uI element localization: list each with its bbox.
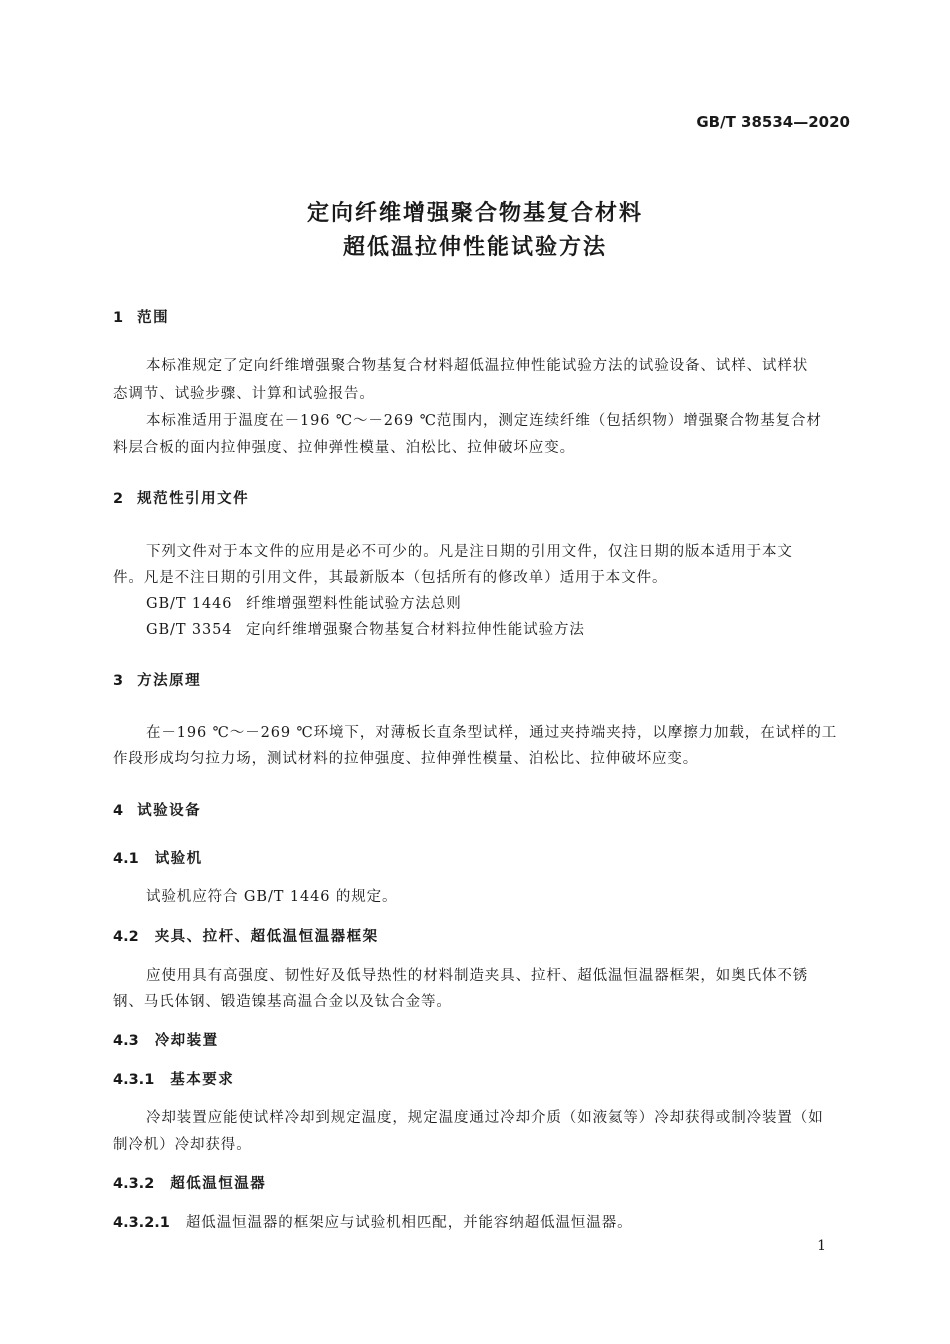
section-4-2-heading	[113, 925, 379, 946]
paragraph-line: 作段形成均匀拉力场，测试材料的拉伸强度、拉伸弹性模量、泊松比、拉伸破坏应变。	[113, 751, 699, 767]
reference-code: GB/T 1446	[146, 596, 233, 612]
section-number: 3	[113, 673, 124, 689]
normative-reference	[146, 592, 462, 613]
paragraph-line: 冷却装置应能使试样冷却到规定温度，规定温度通过冷却介质（如液氦等）冷却获得或制冷装置（如	[146, 1110, 824, 1126]
section-number: 2	[113, 491, 124, 507]
section-4-3-heading	[113, 1029, 219, 1050]
section-number: 4.3	[113, 1033, 139, 1049]
section-title: 基本要求	[170, 1072, 235, 1088]
standard-number: GB/T 38534—2020	[696, 113, 850, 131]
paragraph-line: 件。凡是不注日期的引用文件，其最新版本（包括所有的修改单）适用于本文件。	[113, 570, 668, 586]
clause-4-3-2-1	[113, 1211, 633, 1232]
paragraph-line: 在－196 ℃～－269 ℃环境下，对薄板长直条型试样，通过夹持端夹持，以摩擦力加载，在试样的工	[146, 725, 838, 741]
section-3-heading	[113, 669, 201, 690]
section-number: 4.3.2	[113, 1176, 155, 1192]
paragraph-line: 本标准规定了定向纤维增强聚合物基复合材料超低温拉伸性能试验方法的试验设备、试样、试样状	[146, 358, 809, 374]
paragraph-line: 制冷机）冷却获得。	[113, 1137, 252, 1153]
section-4-1-heading	[113, 847, 203, 868]
document-title-line-2: 超低温拉伸性能试验方法	[342, 235, 607, 260]
section-number: 4.2	[113, 929, 139, 945]
section-title: 试验设备	[137, 803, 202, 819]
section-title: 方法原理	[137, 673, 202, 689]
section-title: 夹具、拉杆、超低温恒温器框架	[154, 929, 379, 945]
page-number: 1	[817, 1238, 826, 1254]
paragraph-line: 钢、马氏体钢、锻造镍基高温合金以及钛合金等。	[113, 994, 452, 1010]
reference-code: GB/T 3354	[146, 622, 233, 638]
section-number: 4.3.1	[113, 1072, 155, 1088]
section-2-heading	[113, 487, 249, 508]
normative-reference	[146, 618, 585, 639]
section-1-heading	[113, 306, 169, 327]
paragraph-line: 应使用具有高强度、韧性好及低导热性的材料制造夹具、拉杆、超低温恒温器框架，如奥氏体不锈	[146, 968, 809, 984]
section-title: 范围	[137, 310, 170, 326]
paragraph-line: 下列文件对于本文件的应用是必不可少的。凡是注日期的引用文件，仅注日期的版本适用于本文	[146, 544, 793, 560]
reference-title: 纤维增强塑料性能试验方法总则	[246, 596, 462, 612]
section-4-3-1-heading	[113, 1068, 234, 1089]
section-title: 规范性引用文件	[137, 491, 250, 507]
paragraph-line: 态调节、试验步骤、计算和试验报告。	[113, 386, 375, 402]
section-title: 试验机	[154, 851, 203, 867]
section-4-3-2-heading	[113, 1172, 266, 1193]
paragraph-line: 本标准适用于温度在－196 ℃～－269 ℃范围内，测定连续纤维（包括织物）增强聚合物基复合材	[146, 413, 822, 429]
paragraph-line: 试验机应符合 GB/T 1446 的规定。	[146, 889, 398, 905]
section-title: 冷却装置	[154, 1033, 219, 1049]
clause-text: 超低温恒温器的框架应与试验机相匹配，并能容纳超低温恒温器。	[185, 1215, 633, 1231]
section-4-heading	[113, 799, 201, 820]
section-number: 4	[113, 803, 124, 819]
document-title-line-1: 定向纤维增强聚合物基复合材料	[306, 201, 643, 226]
clause-number: 4.3.2.1	[113, 1215, 170, 1231]
section-number: 4.1	[113, 851, 139, 867]
paragraph-line: 料层合板的面内拉伸强度、拉伸弹性模量、泊松比、拉伸破坏应变。	[113, 440, 575, 456]
reference-title: 定向纤维增强聚合物基复合材料拉伸性能试验方法	[246, 622, 585, 638]
section-number: 1	[113, 310, 124, 326]
section-title: 超低温恒温器	[170, 1176, 267, 1192]
